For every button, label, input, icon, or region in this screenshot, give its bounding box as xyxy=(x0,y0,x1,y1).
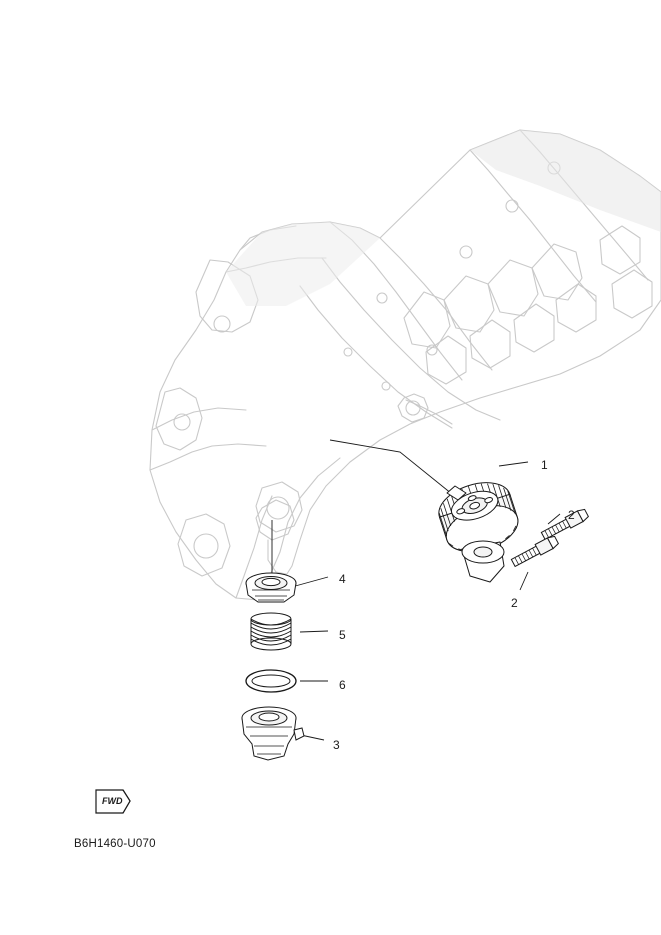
callout-4: 4 xyxy=(339,572,346,586)
forward-direction-badge xyxy=(93,787,133,817)
callout-6: 6 xyxy=(339,678,346,692)
pump-bolt-upper xyxy=(540,508,589,542)
part-code-label: B6H1460-U070 xyxy=(74,838,156,850)
callout-5: 5 xyxy=(339,628,346,642)
leader-lines xyxy=(272,440,560,740)
pump-bolt-lower xyxy=(510,535,559,569)
o-ring xyxy=(246,670,296,692)
callout-1: 1 xyxy=(541,458,548,472)
callout-2-upper: 2 xyxy=(568,508,575,522)
callout-2-lower: 2 xyxy=(511,596,518,610)
relief-spring xyxy=(251,613,291,650)
oil-pump-driven-gear xyxy=(433,474,524,582)
callout-3: 3 xyxy=(333,738,340,752)
fwd-label: FWD xyxy=(102,796,123,806)
oil-strainer-cap xyxy=(246,573,296,602)
oil-strainer-housing xyxy=(242,707,304,760)
